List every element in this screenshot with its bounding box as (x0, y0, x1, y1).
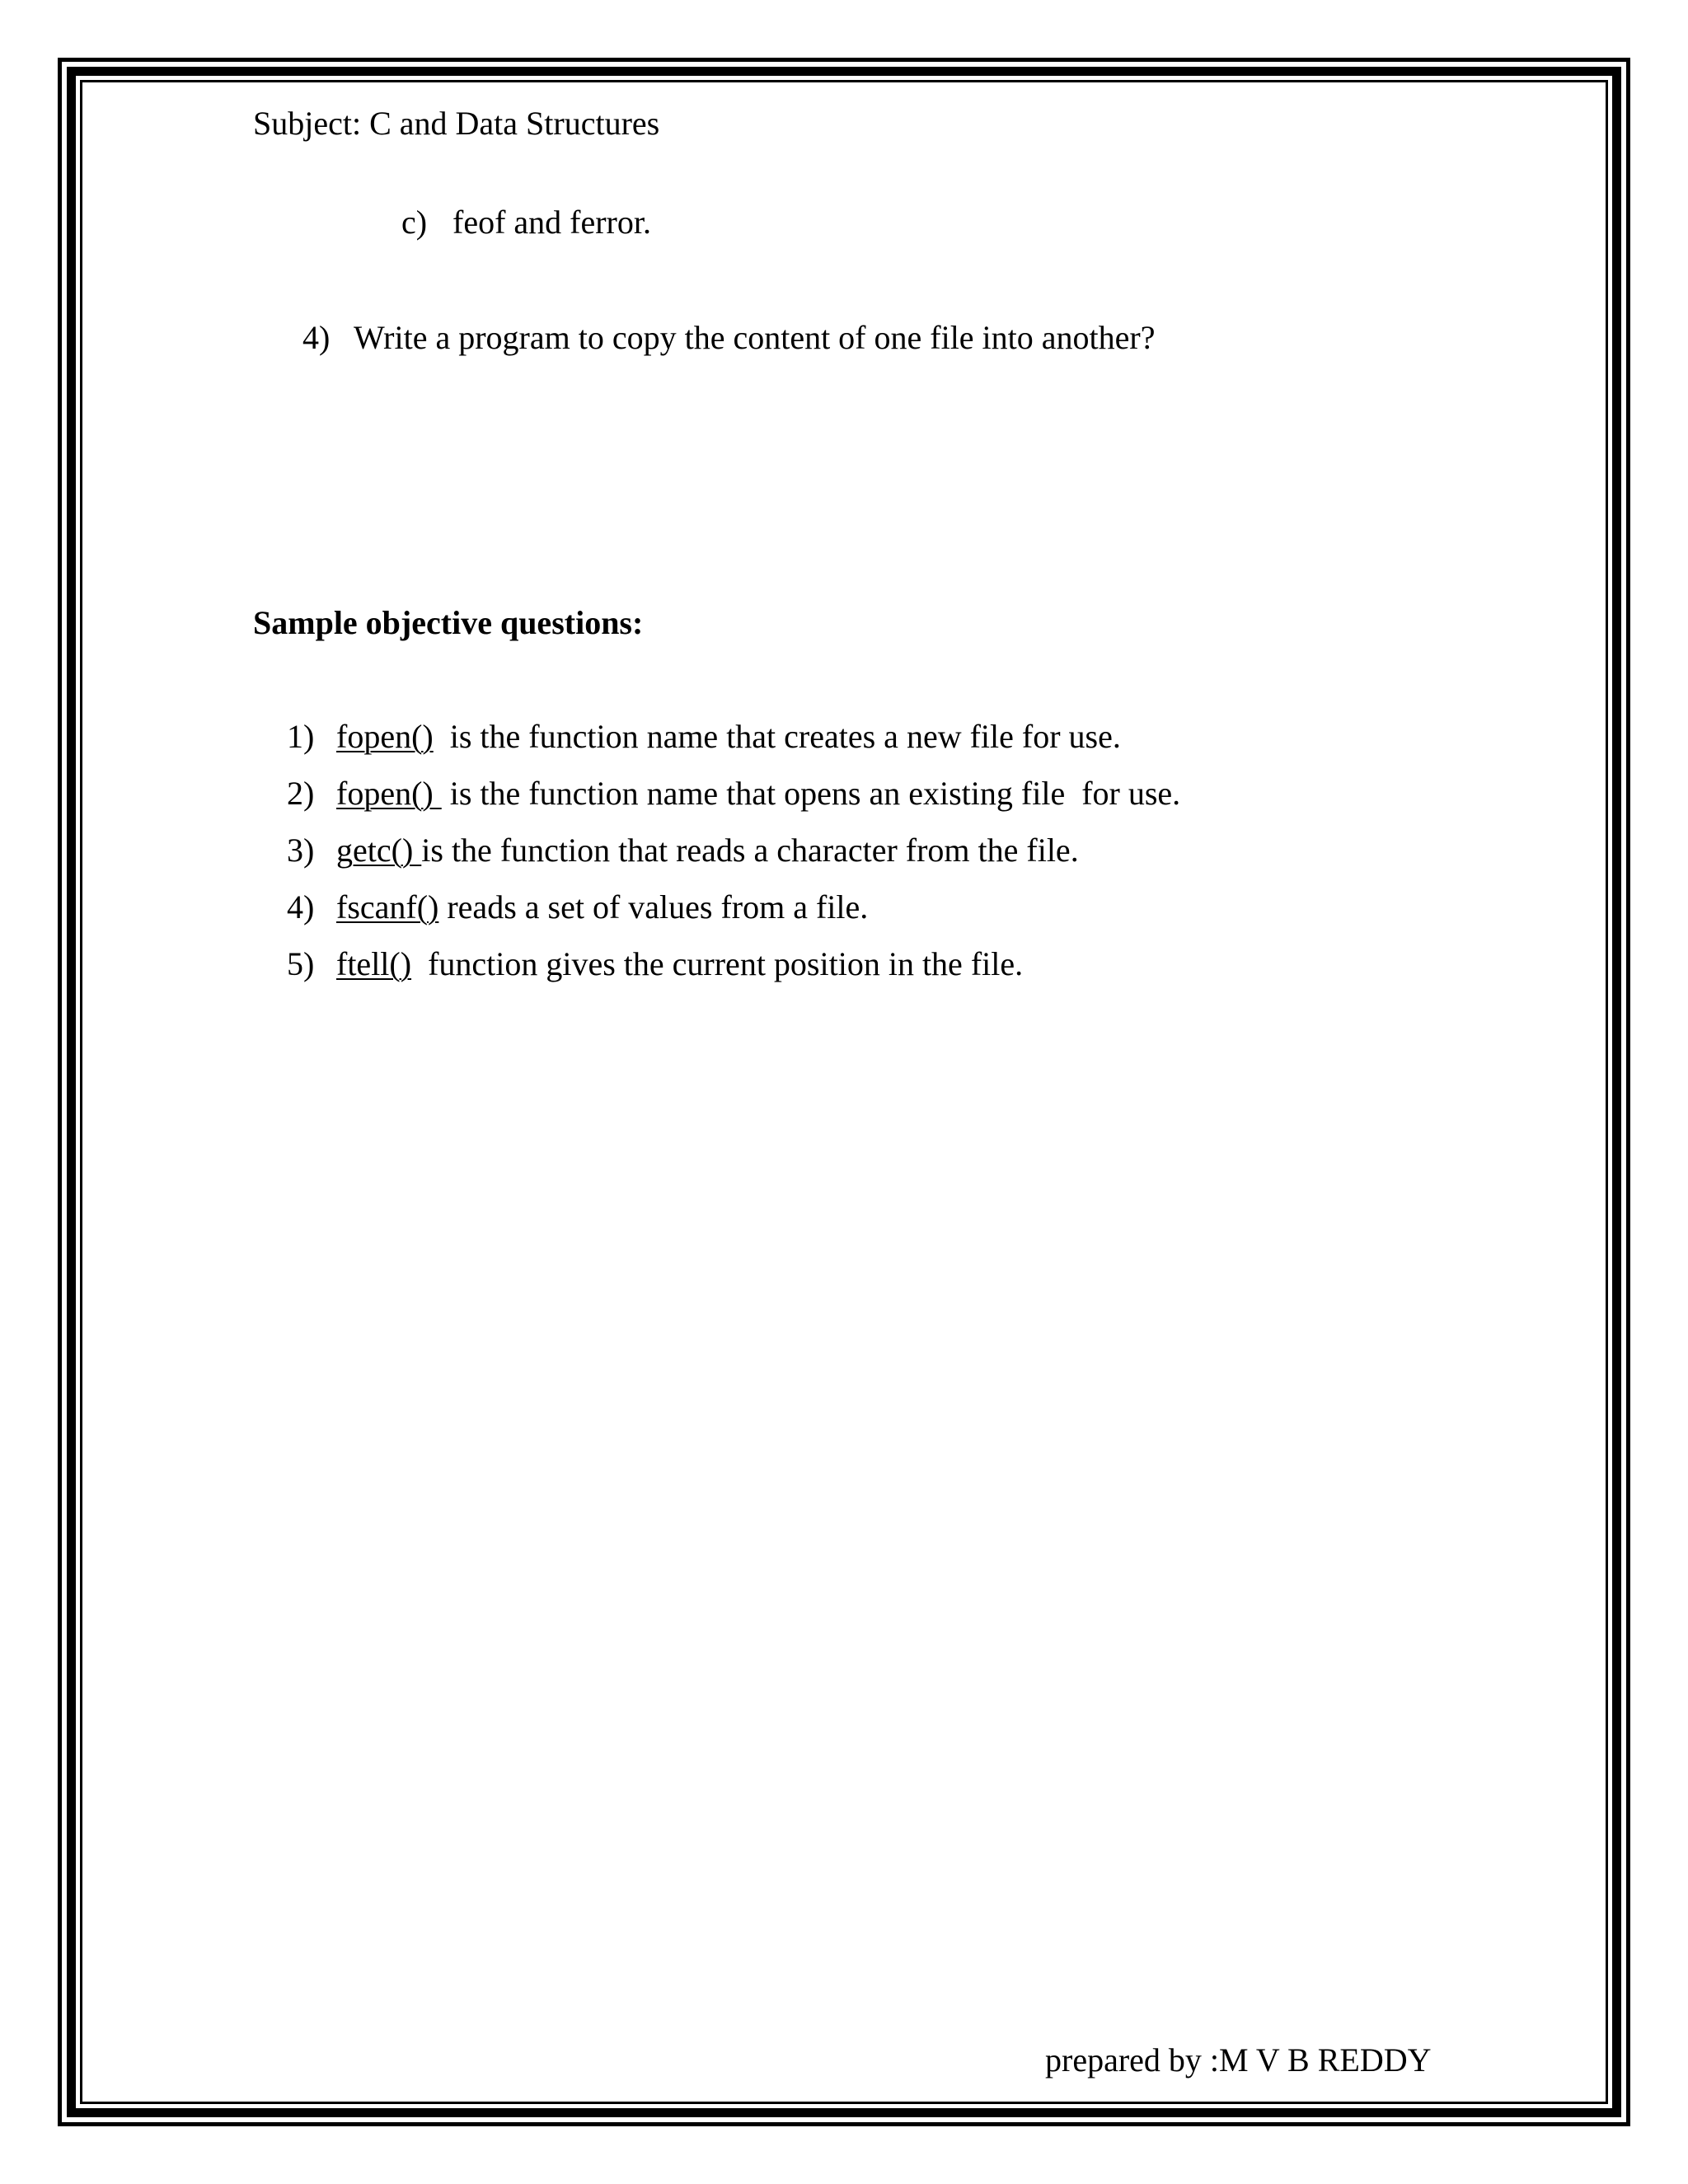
question-number: 4) (302, 319, 331, 356)
question-item (302, 318, 1155, 358)
question-text: is the function name that opens an existing file for use. (441, 775, 1181, 812)
answer-term: ftell() (336, 945, 412, 982)
question-number: 5) (287, 945, 315, 982)
objective-question (287, 717, 1180, 774)
question-number: 2) (287, 775, 315, 812)
objective-question (287, 888, 1180, 944)
question-text: reads a set of values from a file. (438, 888, 869, 926)
list-marker: c) (401, 204, 428, 241)
answer-term: getc() (336, 832, 422, 869)
objective-question-list (287, 717, 1180, 1001)
answer-term: fopen() (336, 775, 442, 812)
subject-heading: Subject: C and Data Structures (253, 105, 660, 142)
section-heading: Sample objective questions: (253, 604, 644, 641)
list-item-text: feof and ferror. (452, 204, 651, 241)
question-number: 1) (287, 718, 315, 755)
question-number: 4) (287, 888, 315, 926)
question-text: function gives the current position in the file. (411, 945, 1024, 982)
question-text: is the function that reads a character from the file. (421, 832, 1079, 869)
prepared-by-footer: prepared by :M V B REDDY (1045, 2041, 1432, 2079)
answer-term: fscanf() (336, 888, 439, 926)
page-border-inner (80, 80, 1608, 2104)
continued-list-item (401, 203, 651, 242)
answer-term: fopen() (336, 718, 434, 755)
objective-question (287, 831, 1180, 888)
objective-question (287, 944, 1180, 1001)
objective-question (287, 774, 1180, 831)
question-number: 3) (287, 832, 315, 869)
question-text: Write a program to copy the content of one file into another? (354, 319, 1156, 356)
question-text: is the function name that creates a new file for use. (433, 718, 1121, 755)
